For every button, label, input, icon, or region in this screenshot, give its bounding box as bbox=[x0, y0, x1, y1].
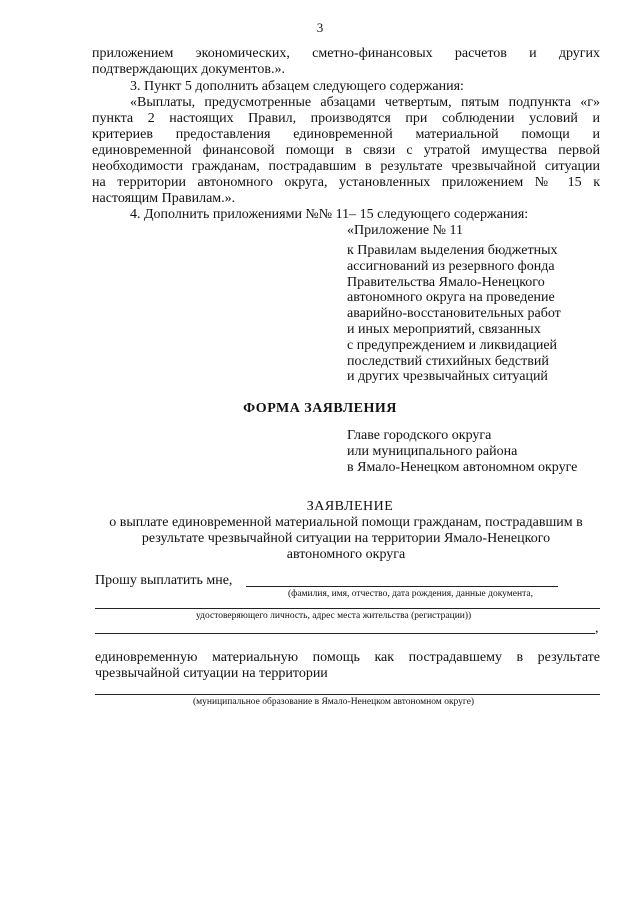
addressee bbox=[347, 428, 577, 475]
help-text-line: единовременную материальную помощь как пострадавшему в результате bbox=[95, 650, 600, 665]
paragraph-line: подтверждающих документов.». bbox=[92, 62, 285, 77]
appendix-reference bbox=[347, 243, 561, 385]
hint-name: (фамилия, имя, отчество, дата рождения, данные документа, bbox=[288, 589, 533, 599]
addressee-line: в Ямало-Ненецком автономном округе bbox=[347, 459, 578, 475]
paragraph-line: приложением экономических, сметно-финансовых расчетов и других bbox=[92, 46, 600, 61]
form-title: ФОРМА ЗАЯВЛЕНИЯ bbox=[243, 401, 397, 416]
appendix-reference-line: и других чрезвычайных ситуаций bbox=[347, 369, 548, 385]
quote-line: «Выплаты, предусмотренные абзацами четвертым, пятым подпункта «г» bbox=[130, 95, 600, 110]
appendix-reference-line: аварийно-восстановительных работ bbox=[347, 306, 561, 322]
quote-line: настоящим Правилам.». bbox=[92, 191, 236, 206]
quote-line: пункта 2 настоящих Правил, производятся при соблюдении условий и bbox=[92, 111, 600, 126]
addressee-line: Главе городского округа bbox=[347, 428, 492, 443]
quote-line: на территории автономного округа, установленных приложением № 15 к bbox=[92, 175, 600, 190]
request-label: Прошу выплатить мне, bbox=[95, 573, 233, 588]
quote-line: необходимости гражданам, пострадавшим в результате чрезвычайной ситуации bbox=[92, 159, 600, 174]
statement-subject bbox=[92, 515, 600, 563]
paragraph-item-3: 3. Пункт 5 дополнить абзацем следующего содержания: bbox=[130, 79, 464, 94]
statement-subject-line: о выплате единовременной материальной помощи гражданам, пострадавшим в bbox=[109, 515, 583, 530]
appendix-reference-line: с предупреждением и ликвидацией bbox=[347, 337, 558, 353]
help-text-line: чрезвычайной ситуации на территории bbox=[95, 666, 328, 681]
hint-municipality: (муниципальное образование в Ямало-Ненецком автономном округе) bbox=[193, 697, 475, 707]
quote-line: единовременной финансовой помощи в связи с утратой имущества первой bbox=[92, 143, 600, 158]
statement-heading: ЗАЯВЛЕНИЕ bbox=[306, 499, 394, 514]
quote-line: критериев предоставления единовременной материальной помощи и bbox=[92, 127, 600, 142]
appendix-reference-line: и иных мероприятий, связанных bbox=[347, 321, 541, 337]
appendix-reference-line: Правительства Ямало-Ненецкого bbox=[347, 274, 545, 290]
appendix-reference-line: ассигнований из резервного фонда bbox=[347, 258, 555, 274]
comma: , bbox=[595, 621, 599, 636]
fill-line-municipality bbox=[95, 694, 600, 695]
appendix-title: «Приложение № 11 bbox=[347, 223, 463, 238]
fill-line bbox=[95, 608, 600, 609]
appendix-reference-line: автономного округа на проведение bbox=[347, 290, 555, 306]
appendix-reference-line: последствий стихийных бедствий bbox=[347, 353, 549, 369]
appendix-reference-line: к Правилам выделения бюджетных bbox=[347, 243, 558, 258]
statement-subject-line: автономного округа bbox=[286, 547, 406, 562]
paragraph-item-4: 4. Дополнить приложениями №№ 11– 15 следующего содержания: bbox=[130, 207, 529, 222]
fill-line-name bbox=[246, 586, 558, 587]
hint-identity: удостоверяющего личность, адрес места жительства (регистрации)) bbox=[196, 611, 472, 621]
fill-line bbox=[95, 633, 595, 634]
page-number: 3 bbox=[316, 20, 324, 35]
addressee-line: или муниципального района bbox=[347, 443, 518, 459]
statement-subject-line: результате чрезвычайной ситуации на территории Ямало-Ненецкого bbox=[141, 531, 551, 546]
